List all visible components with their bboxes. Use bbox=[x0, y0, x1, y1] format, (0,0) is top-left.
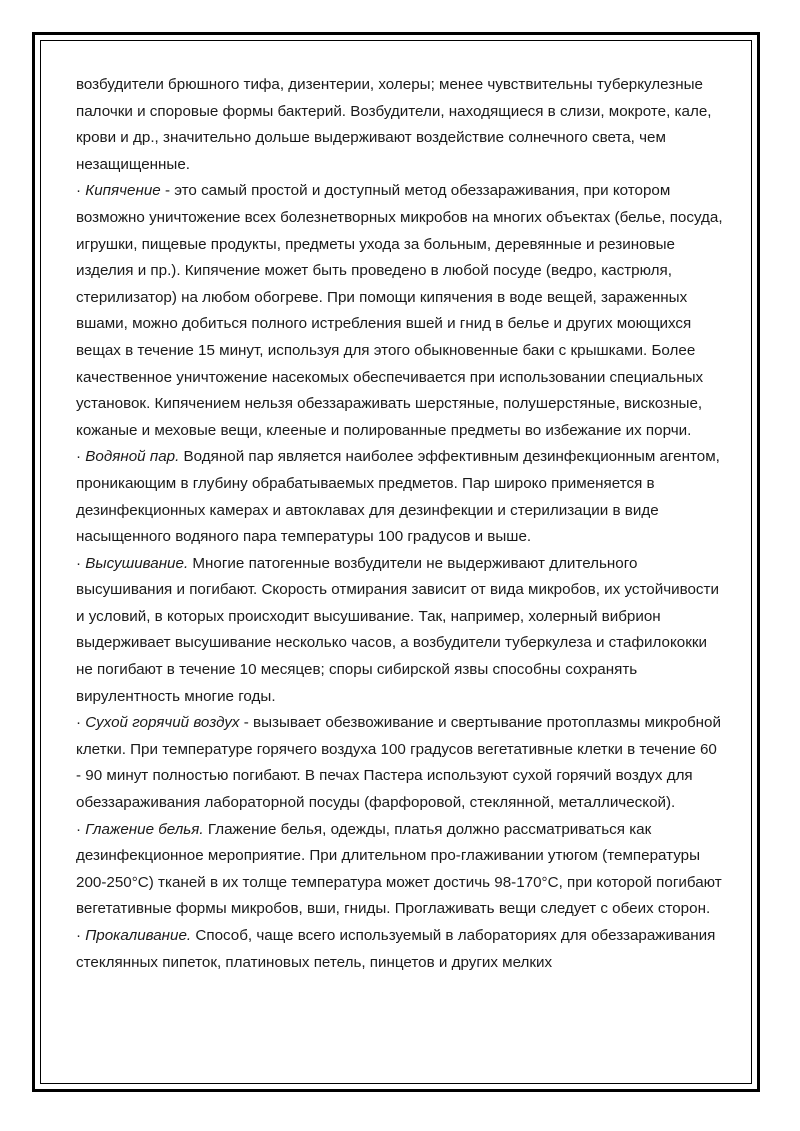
section-drying bbox=[76, 551, 726, 711]
bullet-marker: · bbox=[76, 554, 86, 572]
section-term: Прокаливание. bbox=[85, 927, 192, 944]
section-calcination bbox=[76, 923, 726, 976]
bullet-marker: · bbox=[76, 820, 86, 838]
section-ironing bbox=[76, 817, 726, 923]
section-text: Многие патогенные возбудители не выдерживают длительного высушивания и погибают. Скорость отмирания зависит от вида микробов, их устойчивости и условий, в которых происходит высушивание. Так, например, холерный вибрион выдерживает высушивание несколько часов, а возбудители туберкулеза и стафилококки не погибают в течение 10 месяцев; споры сибирской язвы способны сохранять вирулентность многие годы. bbox=[76, 554, 719, 705]
section-steam bbox=[76, 444, 726, 550]
bullet-marker: · bbox=[76, 182, 86, 200]
section-dry-hot-air bbox=[76, 710, 726, 816]
section-term: Сухой горячий воздух bbox=[85, 714, 240, 732]
section-text: - вызывает обезвоживание и свертывание протоплазмы микробной клетки. При температуре горячего воздуха 100 градусов вегетативные клетки в течение 60 - 90 минут полностью погибают. В печах Пастера используют сухой горячий воздух для обеззараживания лабораторной посуды (фарфоровой, стеклянной, металлической). bbox=[76, 714, 721, 812]
bullet-marker: · bbox=[76, 448, 86, 466]
section-boiling bbox=[76, 178, 726, 444]
intro-paragraph: возбудители брюшного тифа, дизентерии, холеры; менее чувствительны туберкулезные палочки и споровые формы бактерий. Возбудители, находящиеся в слизи, мокроте, кале, крови и др., значительно дольше выдерживают воздействие солнечного света, чем незащищенные. bbox=[76, 76, 712, 173]
section-term: Высушивание. bbox=[85, 554, 189, 572]
section-text: Способ, чаще всего используемый в лабораториях для обеззараживания стеклянных пипеток, платиновых петель, пинцетов и других мелких bbox=[76, 927, 716, 971]
document-body bbox=[76, 72, 726, 976]
section-term: Глажение белья. bbox=[85, 820, 204, 838]
section-text: Водяной пар является наиболее эффективным дезинфекционным агентом, проникающим в глубину обрабатываемых предметов. Пар широко применяется в дезинфекционных камерах и автоклавах для дезинфекции и стерилизации в виде насыщенного водяного пара температуры 100 градусов и выше. bbox=[76, 448, 720, 546]
section-text: Глажение белья, одежды, платья должно рассматриваться как дезинфекционное мероприятие. При длительном про-глаживании утюгом (температуры 200-250°С) тканей в их толще температура может достичь 98-170°С, при которой погибают вегетативные формы микробов, вши, гниды. Проглаживать вещи следует с обеих сторон. bbox=[76, 820, 722, 918]
section-term: Кипячение bbox=[85, 182, 161, 200]
section-term: Водяной пар. bbox=[85, 448, 180, 466]
section-text: - это самый простой и доступный метод обеззараживания, при котором возможно уничтожение всех болезнетворных микробов на многих объектах (белье, посуда, игрушки, пищевые продукты, предметы ухода за больным, деревянные и резиновые изделия и пр.). Кипячение может быть проведено в любой посуде (ведро, кастрюля, стерилизатор) на любом обогреве. При помощи кипячения в воде вещей, зараженных вшами, можно добиться полного истребления вшей и гнид в белье и других моющихся вещах в течение 15 минут, используя для этого обыкновенные баки с крышками. Более качественное уничтожение насекомых обеспечивается при использовании специальных установок. Кипячением нельзя обеззараживать шерстяные, полушерстяные, вискозные, кожаные и меховые вещи, клееные и полированные предметы во избежание их порчи. bbox=[76, 182, 723, 439]
bullet-marker: · bbox=[76, 927, 86, 944]
bullet-marker: · bbox=[76, 714, 86, 732]
